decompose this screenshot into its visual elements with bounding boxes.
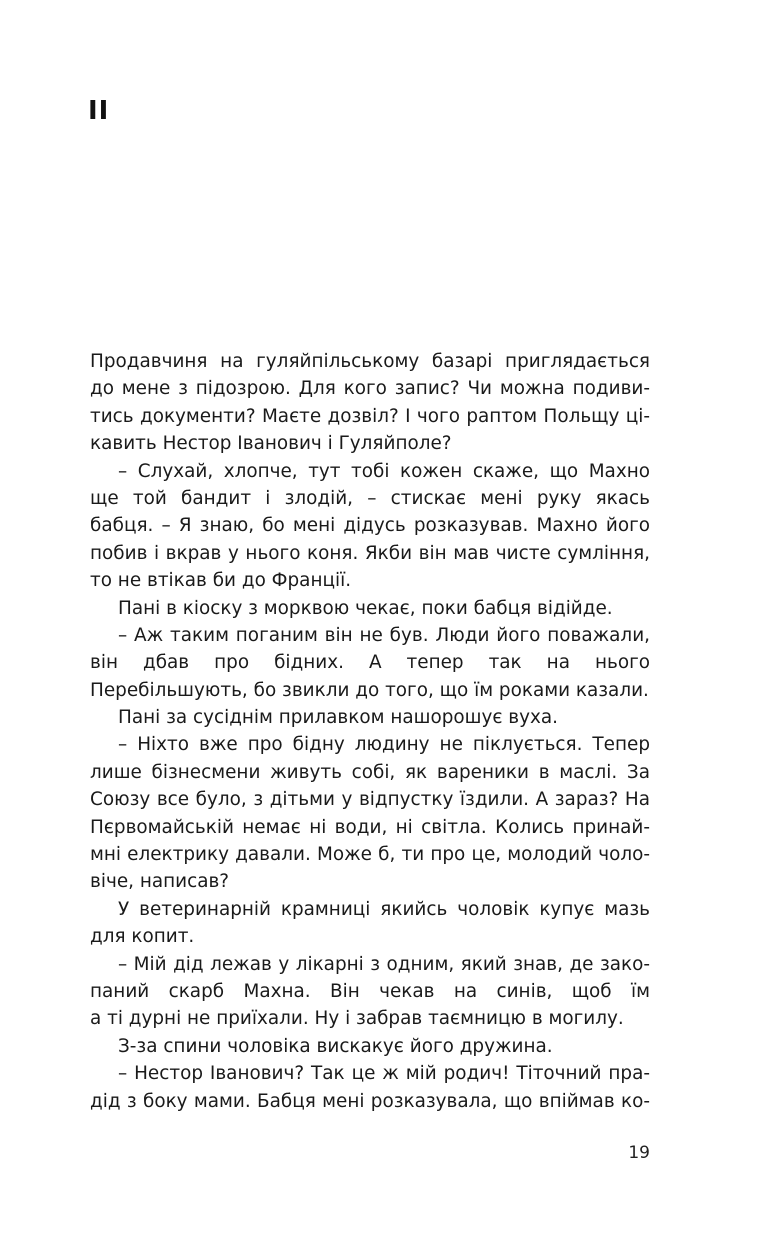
text-line: до мене з підозрою. Для кого запис? Чи можна подиви- bbox=[90, 378, 650, 400]
text-line: тись документи? Маєте дозвіл? І чого раптом Польщу ці- bbox=[90, 405, 650, 427]
text-line: Пані в кіоску з морквою чекає, поки бабця відійде. bbox=[118, 597, 613, 619]
body-text bbox=[90, 348, 650, 1115]
page-number: 19 bbox=[628, 1143, 650, 1163]
text-line: – Аж таким поганим він не був. Люди його поважали, bbox=[118, 624, 650, 646]
text-line: Продавчиня на гуляйпільському базарі приглядається bbox=[90, 351, 650, 372]
text-line: віче, написав? bbox=[90, 871, 230, 893]
text-line: побив і вкрав у нього коня. Якби він мав чисте сумління, bbox=[90, 542, 650, 564]
text-line: дід з боку мами. Бабця мені розказувала, що впіймав ко- bbox=[90, 1090, 650, 1112]
text-line: – Слухай, хлопче, тут тобі кожен скаже, що Махно bbox=[118, 460, 650, 482]
text-line: то не втікав би до Франції. bbox=[90, 570, 352, 592]
text-line: – Нестор Іванович? Так це ж мій родич! Тіточний пра- bbox=[118, 1063, 650, 1085]
text-line: для копит. bbox=[90, 926, 195, 948]
text-line: а ті дурні не приїхали. Ну і забрав таємницю в могилу. bbox=[90, 1008, 624, 1030]
text-line: – Мій дід лежав у лікарні з одним, який знав, де зако- bbox=[118, 953, 650, 975]
text-line: бабця. – Я знаю, бо мені дідусь розказував. Махно його bbox=[90, 515, 650, 537]
text-line: У ветеринарній крамниці якийсь чоловік купує мазь bbox=[118, 898, 650, 920]
text-line: Пані за сусіднім прилавком нашорошує вуха. bbox=[118, 707, 559, 729]
text-line: мні електрику давали. Може б, ти про це, молодий чоло- bbox=[90, 844, 650, 866]
text-line: – Ніхто вже про бідну людину не піклується. Тепер bbox=[118, 734, 650, 756]
text-line: паний скарб Махна. Він чекав на синів, щоб їм bbox=[90, 980, 650, 1002]
text-line: З-за спини чоловіка вискакує його дружина. bbox=[118, 1035, 553, 1057]
text-line: Пєрвомайській немає ні води, ні світла. Колись принай- bbox=[90, 816, 650, 838]
text-line: Перебільшують, бо звикли до того, що їм роками казали. bbox=[90, 679, 649, 701]
text-line: лише бізнесмени живуть собі, як вареники в маслі. За bbox=[90, 761, 650, 783]
text-line: Союзу все було, з дітьми у відпустку їздили. А зараз? На bbox=[90, 789, 650, 811]
chapter-numeral: II bbox=[88, 96, 110, 126]
text-line: ще той бандит і злодій, – стискає мені руку якась bbox=[90, 487, 650, 509]
text-line: кавить Нестор Іванович і Гуляйполе? bbox=[90, 433, 452, 455]
text-line: він дбав про бідних. А тепер так на нього bbox=[90, 652, 650, 674]
